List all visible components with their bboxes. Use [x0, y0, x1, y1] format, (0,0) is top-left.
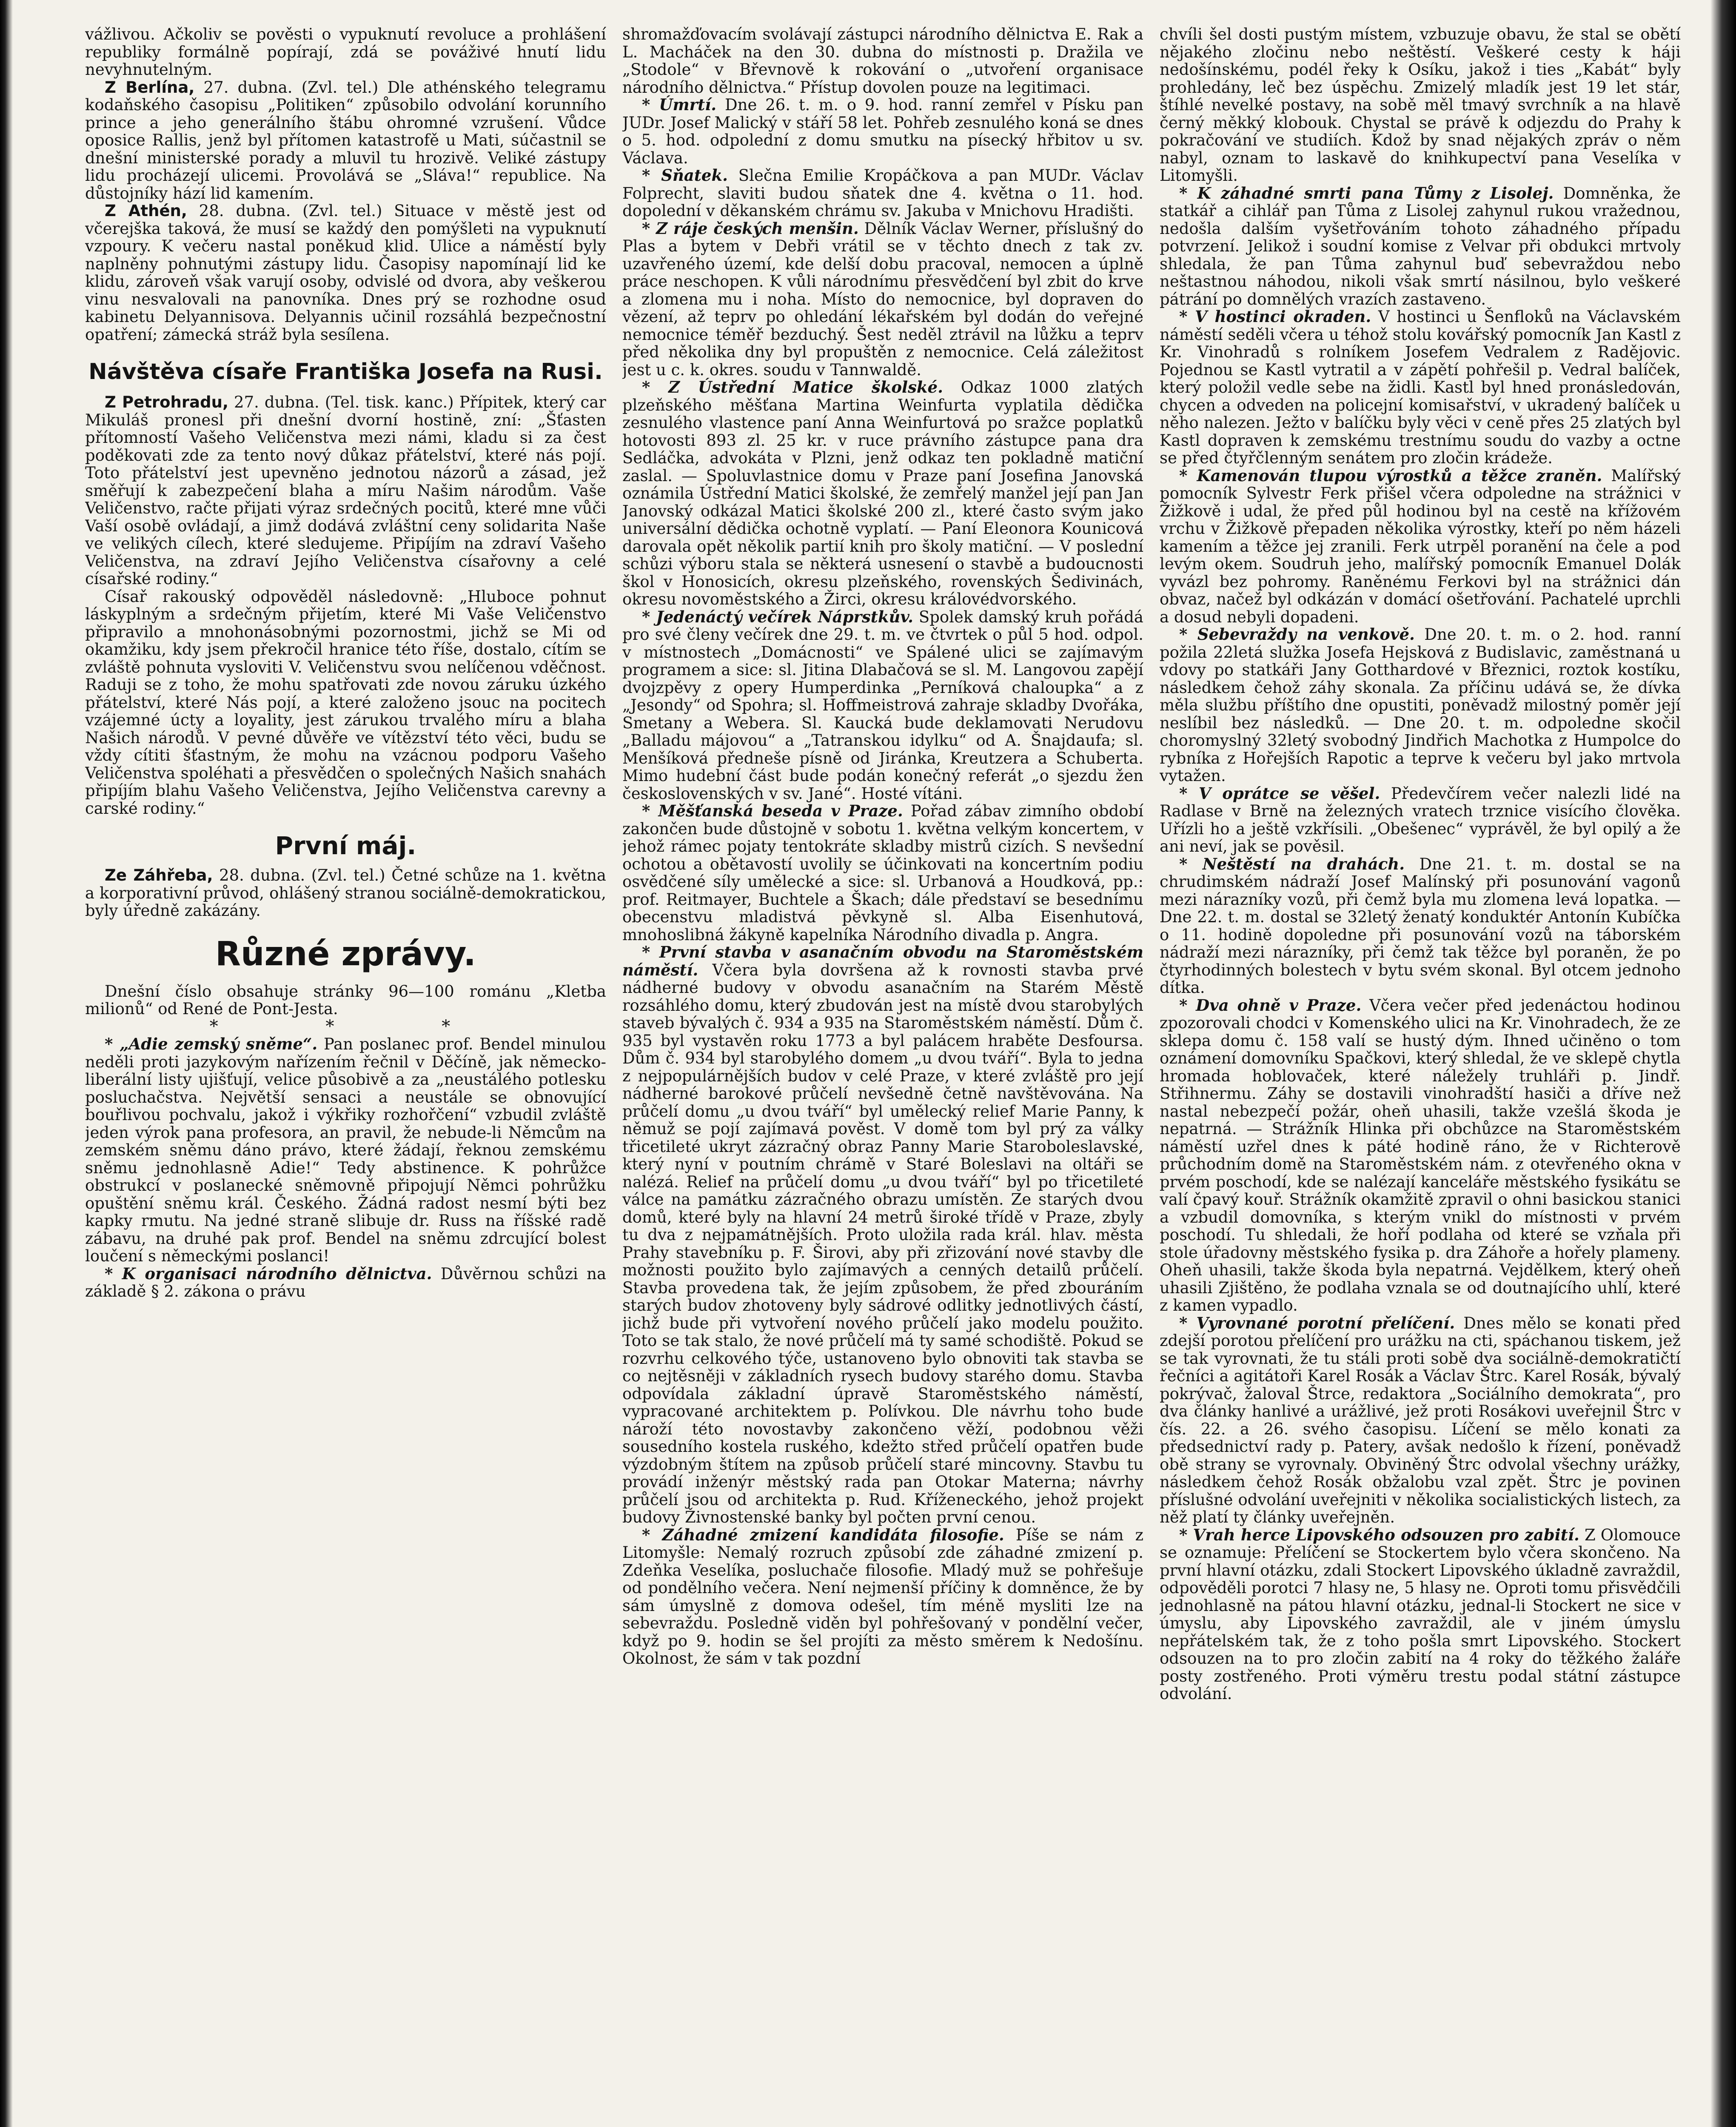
- kicker-porotni: * Vyrovnané porotní přelíčení.: [1179, 1313, 1455, 1332]
- scan-edge-left: [0, 0, 13, 2127]
- article-raje-text: Dělník Václav Werner, příslušný do Plas a bytem v Debři vrátil se v těchto dnech z tak zv. uzavřeného území, kde delší dobu pracoval, nemocen a úplně práce neschopen. K vůli národnímu přesvědčení byl zbit do krve a zlomena mu i noha. Místo do nemocnice, byl dopraven do vězení, až teprv po ohledání lékařském byl dodán do veřejné nemocnice téměř bezduchý. Šest neděl ztrávil na lůžku a teprv před několika dny byl propuštěn z nemocnice. Celá záležitost jest u c. k. okres. soudu v Tannwaldě.: [622, 219, 1143, 379]
- headline-may: První máj.: [275, 831, 416, 860]
- article-zmizeni-text: Píše se nám z Litomyšle: Nemalý rozruch způsobí zde záhadné zmizení p. Zdeňka Veselíka, posluchače filosofie. Mladý muž se pohřešuje od pondělního večera. Není nejmenší příčiny k domněnce, že by sám úmyslně z domova odešel, tím méně mysliti lze na sebevraždu. Posledně viděn byl pohřešovaný v pondělní večer, když po 9. hodin se šel projíti za město směrem k Nedošínu. Okolnost, že sám v tak pozdní: [622, 1525, 1143, 1668]
- article-stavba-text: Včera byla dovršena až k rovnosti stavba prvé nádherné budovy v obvodu asanačním na Starém Městě rozsáhlého domu, který zbudován jest na místě dvou starobylých staveb bývalých č. 934 a 935 na Staroměstském náměstí. Dům č. 935 byl vystavěn roku 1773 a byl palácem hraběte Desfoursa. Dům č. 934 byl starobylého domem „u dvou tváří“. Byla to jedna z nejpopulárnějších budov v celé Praze, v které zvláště pro její nádherné barokové průčelí nevšedně četně navštěvována. Na průčelí domu „u dvou tváří“ byl umělecký relief Marie Panny, k němuž se pojí zajímavá pověst. V domě tom byl prý za války třicetileté ukryt zázračný obraz Panny Marie Staroboleslavské, který nyní v poutním chrámě v Staré Boleslavi na oltáři se nalézá. Relief na průčelí domu „u dvou tváří“ byl po třicetileté válce na památku zázračného obrazu umístěn. Ze starých dvou domů, které byly na hlavní 24 metrů široké třídě v Praze, zbyly tu dva z nejpamátnějších. Proto uložila rada král. hlav. města Prahy stavebníku p. F. Širovi, aby při zřizování nové stavby dle možnosti použito bylo zajímavých a cenných detailů průčelí. Stavba provedena tak, že jejím způsobem, že před zbouráním starých budov zhotoveny byly sádrové odlitky jednotlivých částí, jichž bude při vytvoření nového průčelí jako modelu použito. Toto se tak stalo, že nové průčelí má ty samé schodiště. Pokud se rozvrhu celkového týče, ustanoveno bylo obnoviti tak stavba se co nejtěsněji v základních rysech budovy starého domu. Stavba odpovídala základní úpravě Staroměstského náměstí, vypracované architektem p. Polívkou. Dle návrhu toho bude nároží této novostavby zakončeno věží, podobnou věži sousedního kostela ruského, kdežto střed průčelí opatřen bude výzdobným štítem na způsob průčelí staré mincovny. Stavbu tu provádí inženýr městský rada pan Otokar Materna; návrhy průčelí jsou od architekta p. Rud. Kříženeckého, jehož projekt budovy Živnostenské banky byl počten první cenou.: [622, 961, 1143, 1526]
- kicker-snatek: * Sňatek.: [642, 166, 728, 185]
- column-1: [85, 26, 606, 2127]
- article-snatek-text: Slečna Emilie Kropáčkova a pan MUDr. Václav Folprecht, slaviti budou sňatek dne 4. května o 11. hod. dopolední v děkanském chrámu sv. Jakuba v Mnichovu Hradišti.: [622, 166, 1143, 220]
- article-beseda-text: Pořad zábav zimního období zakončen bude důstojně v sobotu 1. května velkým koncertem, v jehož rámec pojaty tentokráte skladby mistrů cizích. S nevšední ochotou a obětavostí uvolily se účinkovati na koncertním podiu osvědčené síly umělecké a sice: sl. Urbanová a Houdková, pp.: prof. Reitmayer, Buchtele a Škach; dále představí se besednímu obecenstvu mladistvá pěvkyně sl. Alba Eisenhutová, mnohoslibná žákyně kapelníka Národního divadla p. Angra.: [622, 802, 1143, 944]
- article-porotni: [1160, 1314, 1681, 1526]
- article-sebevrazdy-text: Dne 20. t. m. o 2. hod. ranní požila 22letá služka Josefa Hejsková z Budislavic, zaměstnaná u vdovy po statkáři Jany Gotthardové v Březnici, roztok kostíku, následkem čehož záhy skonala. Za příčinu udává se, že dívka měla službu příštího dne opustiti, poněvadž milostný poměr její neslíbil bez následků. — Dne 20. t. m. odpoledne skočil choromyslný 32letý svobodný Jindřich Machotka z Humpolce do rybníka z Hořejších Rapotic a teprve k večeru byl jako mrtvola vytažen.: [1160, 625, 1681, 785]
- article-reply: Císař rakouský odpověděl následovně: „Hluboce pohnut láskyplným a srdečným přijetím, které Mi Vaše Veličenstvo připravilo a mnohonásobnými pozornostmi, jichž se Mi od okamžiku, kdy jsem překročil hranice této říše, dostalo, cítím se zvláště pohnuta vysloviti V. Veličenstvu svou nelíčenou vděčnost. Raduji se z toho, že mohu spatřovati zde novou záruku úzkého přátelství, které Nás pojí, a které založeno jsouc na pocitech vzájemné úcty a loyality, jest zárukou trvalého míru a blaha Našich národů. V pevné důvěře ve vítězství této věci, budu se vždy cítiti šťastným, že mohu na vzácnou podporu Vašeho Veličenstva spoléhati a přesvědčen o společných Našich snahách připíjím blahu Vašeho Veličenstva, Jejího Veličenstva carevny a carské rodiny.“: [85, 587, 606, 818]
- kicker-oprati: * V oprátce se věšel.: [1179, 784, 1380, 803]
- dateline-petersburg: Z Petrohradu,: [105, 393, 228, 411]
- article-vrah: [1160, 1526, 1681, 1703]
- dateline-berlin: Z Berlína,: [105, 78, 195, 97]
- kicker-hostinec: * V hostinci okraden.: [1179, 307, 1371, 326]
- headline-visit: Návštěva císaře Františka Josefa na Rusi.: [88, 359, 603, 385]
- article-ohne-text: Včera večer před jedenáctou hodinou zpozorovali chodci v Komenského ulici na Kr. Vinohradech, že ze sklepa domu č. 158 valí se hustý dým. Ihned učiněno o tom oznámení domovníku Spačkovi, který shledal, že ve sklepě chytla hromada hoblovaček, které náležely truhláři p. Jindř. Střihnermu. Záhy se dostavili vinohradští hasiči a dříve než nastal nebezpečí požár, oheň uhasili, takže vzešlá škoda je nepatrná. — Strážník Hlinka při obchůzce na Staroměstském náměstí uzřel dnes k páté hodině ráno, že v Richterově průchodním domě na Staroměstském nám. z otevřeného okna v prvém poschodí, kde se nalézají kanceláře městského fysikátu se valí čpavý kouř. Strážník okamžitě zpravil o ohni basickou stanici a vzbudil domovníka, s kterým vnikl do místnosti v prvém poschodí. Tu shledali, že hoří podlaha od které se vzňala při stole úřadovny městského fysika p. dra Záhoře a hořely plameny. Oheň uhasili, takže škoda byla nepatrná. Vejdělkem, který oheň uhasili Zjištěno, že podlaha vznala se od doutnajícího uhlí, které z kamen vypadlo.: [1160, 996, 1681, 1314]
- article-vecirek-text: Spolek damský kruh pořádá pro své členy večírek dne 29. t. m. ve čtvrtek o půl 5 hod. odpol. v místnostech „Domácnosti“ ve Spálené ulici se zajímavým programem a sice: sl. Jitina Dlabačová se sl. M. Langovou zapějí dvojzpěvy z opery Humperdinka „Perníková chaloupka“ a z „Jesondy“ od Spohra; sl. Hoffmeistrová zahraje skladby Dvořáka, Smetany a Webera. Sl. Kaucká bude deklamovati Nerudovu „Balladu májovou“ a „Tatranskou idylku“ od A. Šnajdaufa; sl. Menšíková předneše písně od Jiránka, Kreutzera a Schuberta. Mimo hudební část bude podán konečný referát „o sjezdu žen československých v sv. Jané“. Hosté vítáni.: [622, 607, 1143, 803]
- headline-news: Různé zprávy.: [215, 935, 476, 973]
- article-snatek: [622, 167, 1143, 220]
- article-col3-continuation: chvíli šel dosti pustým místem, vzbuzuje obavu, že stal se obětí nějakého zločinu nebo neštěstí. Veškeré cesty k háji nedošínskému, podél řeky k Osíku, jakož i ties „Kabát“ byly prohledány, leč bez úspěchu. Zmizelý mladík jest 19 let stár, štíhlé nevelké postavy, na sobě měl tmavý svrchník a na hlavě černý měkký klobouk. Chystal se právě k odjezdu do Prahy k pokračování ve studiích. Kdož by snad nějakých zpráv o něm nabyl, oznam to laskavě do knihkupectví pana Veselíka v Litomyšli.: [1160, 26, 1681, 185]
- kicker-drahach: * Neštěstí na drahách.: [1179, 854, 1405, 873]
- article-organisation: [85, 1265, 606, 1300]
- article-matice-text: Odkaz 1000 zlatých plzeňského měšťana Martina Weinfurta vyplatila dědička zesnulého vlastence paní Anna Weinfurtová po sražce poplatků hotovosti 893 zl. 25 kr. v ruce právního zástupce pana dra Sedláčka, advokáta v Plzni, jenž odkaz ten pokladně matiční zaslal. — Spoluvlastnice domu v Praze paní Josefina Janovská oznámila Ústřední Matici školské, že zemřelý manžel její pan Jan Janovský odkázal Matici školské 200 zl., které často svým jako universální dědička ochotně vyplatí. — Paní Eleonora Kounicová darovala opět několik partií knih pro školy matiční. — V poslední schůzi výboru stala se některá usnesení o stavbě a budoucnosti škol v Honosicích, okresu plzeňského, rovenských Šedivinách, okresu novoměstského a Žirci, okresu královédvorského.: [622, 378, 1143, 608]
- article-oprati: [1160, 785, 1681, 855]
- article-umrti: [622, 96, 1143, 167]
- article-beseda: [622, 802, 1143, 944]
- article-berlin-text: 27. dubna. (Zvl. tel.) Dle athénského telegramu kodaňského časopisu „Politiken“ způsobilo odvolání korunního prince a jeho generálního štábu ohromné vzrušení. Vůdce oposice Rallis, jenž byl přítomen katastrofě u Mati, súčastnil se dnešní ministerské porady a mluvil tu hrozivě. Veliké zástupy lidu procházejí ulicemi. Provolává se „Sláva!“ republice. Na důstojníky hází lid kamením.: [85, 78, 606, 202]
- article-zmizeni: [622, 1526, 1143, 1668]
- column-grid: [85, 26, 1681, 2127]
- scan-edge-right: [1710, 0, 1736, 2127]
- article-col2-continuation: shromažďovacím svolávají zástupci národního dělnictva E. Rak a L. Macháček na den 30. dubna do místnosti p. Dražila ve „Stodole“ v Břevnově k rokování o „utvoření organisace národního dělnictva.“ Přístup dovolen pouze na legitimaci.: [622, 26, 1143, 97]
- article-porotni-text: Dnes mělo se konati před zdejší porotou přelíčení pro urážku na cti, spáchanou tiskem, jež se tak vyrovnati, že tu stáli proti sobě dva sociálně-demokratičtí řečníci a agitátoři Karel Rosák a Václav Štrc. Karel Rosák, bývalý pokrývač, žaloval Štrce, redaktora „Sociálního demokrata“, pro dva články hanlivé a urážlivé, jež proti Rosákovi uveřejnil Štrc v čís. 22. a 26. svého časopisu. Líčení se mělo konati za předsednictví rady p. Patery, avšak nedošlo k řízení, poněvadž obě strany se vyrovnaly. Obviněný Štrc odvolal všechny urážky, následkem čehož Rosák obžalobu vzal zpět. Štrc je povinen příslušné odvolání uveřejniti v několika socialistických listech, za něž platí ty články uveřejněn.: [1160, 1314, 1681, 1526]
- article-stavba: [622, 944, 1143, 1526]
- article-athens: [85, 202, 606, 343]
- novel-notice: Dnešní číslo obsahuje stránky 96—100 románu „Kletba milionů“ od René de Pont-Jesta.: [85, 982, 606, 1018]
- article-adie: [85, 1035, 606, 1265]
- kicker-matice: * Z Ústřední Matice školské.: [642, 378, 943, 396]
- article-intro: vážlivou. Ačkoliv se pověsti o vypuknutí revoluce a prohlášení republiky formálně popírají, zdá se pováživé hnutí lidu nevyhnutelným.: [85, 26, 606, 79]
- kicker-umrti: * Úmrtí.: [642, 95, 717, 114]
- article-matice: [622, 379, 1143, 608]
- article-hostinec-text: V hostinci u Šenfloků na Václavském náměstí seděli včera u téhož stolu kovářský pomocník Jan Kastl z Kr. Vinohradů s rolníkem Josefem Vedralem z Radějovic. Pojednou se Kastl vytratil a v zápětí pohřešil p. Vedral balíček, který položil vedle sebe na židli. Kastl byl hned pronásledován, chycen a odveden na policejní komisařství, v ukradený balíček u něho nalezen. Ježto v balíčku byly věci v ceně přes 25 zlatých byl Kastl dopraven k zemskému trestnímu soudu do vazby a octne se před čtyřčlenným senátem pro zločin krádeže.: [1160, 308, 1681, 467]
- article-tuma-text: Domněnka, že statkář a cihlář pan Tůma z Lisolej zahynul rukou vražednou, nedošla dalším vyšetřováním tohoto záhadného případu potvrzení. Jelikož i soudní komise z Velvar při obdukci mrtvoly shledala, že pan Tůma zahynul buď sebevraždou nebo neštastnou náhodou, nikoli však smrtí násilnou, bylo veškeré pátrání po domnělých vrazích zastaveno.: [1160, 184, 1681, 308]
- article-hostinec: [1160, 308, 1681, 467]
- article-raje: [622, 220, 1143, 379]
- article-zagreb-text: 28. dubna. (Zvl. tel.) Četné schůze na 1. května a korporativní průvod, ohlášený stranou sociálně-demokratickou, byly úředně zakázány.: [85, 866, 606, 920]
- kicker-zmizeni: * Záhadné zmizení kandidáta filosofie.: [642, 1525, 1004, 1544]
- article-drahach: [1160, 855, 1681, 997]
- article-vrah-text: Z Olomouce se oznamuje: Přelíčení se Stockertem bylo včera skončeno. Na první hlavní otázku, zdali Stockert Lipovského úkladně zavraždil, odpověděli porotci 7 hlasy ne, 5 hlasy ne. Oproti tomu přisvědčili jednohlasně na pátou hlavní otázku, jednal-li Stockert ne sice v úmyslu, aby Lipovského zavraždil, ale v jiném úmyslu nepřátelském tak, že z toho pošla smrt Lipovského. Stockert odsouzen na to pro zločin zabití na 4 roky do těžkého žaláře posty zostřeného. Proti výměru trestu podal státní zástupce odvolání.: [1160, 1525, 1681, 1703]
- dateline-zagreb: Ze Záhřeba,: [105, 866, 213, 884]
- section-stars: * * *: [209, 1016, 502, 1036]
- kicker-ohne: * Dva ohně v Praze.: [1179, 995, 1362, 1015]
- article-oprati-text: Předevčírem večer nalezli lidé na Radlase v Brně na železných vratech trznice visícího člověka. Uřízli ho a ještě vzkřísili. „Obešenec“ vyprávěl, že byl opilý a že ani neví, jak se pověsil.: [1160, 784, 1681, 855]
- column-3: [1160, 26, 1681, 2127]
- kicker-organisation: * K organisaci národního dělnictva.: [105, 1264, 432, 1283]
- kicker-adie: * „Adie zemský sněme“.: [105, 1035, 318, 1053]
- article-zagreb: [85, 867, 606, 920]
- kicker-stavba: * První stavba v asanačním obvodu na Staroměstském náměstí.: [622, 943, 1143, 979]
- kicker-vecirek: * Jedenáctý večírek Náprstkův.: [642, 607, 914, 626]
- article-organisation-text: Důvěrnou schůzi na základě § 2. zákona o právu: [85, 1264, 606, 1300]
- article-drahach-text: Dne 21. t. m. dostal se na chrudimském nádraží Josef Malínský při posunování vagonů mezi nárazníky vozů, při čemž byla mu zlomena levá lopatka. — Dne 22. t. m. dostal se 32letý ženatý konduktér Antonín Kubíčka o 11. hodině dopoledne při posunování vozů na táborském nádraží mezi nárazníky, při čemž tak těžce byl poraněn, že po čtyrhodinných bolestech v bytu svém skonal. Byl otcem jednoho dítka.: [1160, 855, 1681, 997]
- article-athens-text: 28. dubna. (Zvl. tel.) Situace v městě jest od včerejška taková, že musí se každý den pomýšleti na vypuknutí vzpoury. K večeru nastal poněkud klid. Ulice a náměstí byly naplněny pohnutými zástupy lidu. Časopisy napomínají lid ke klidu, zároveň však varují osoby, odvislé od dvora, aby veškerou vinu nesvalovali na panovníka. Dnes prý se rozhodne osud kabinetu Delyannisova. Delyannis učinil rozsáhlá bezpečnostní opatření; zámecká stráž byla sesílena.: [85, 202, 606, 344]
- article-tuma: [1160, 185, 1681, 308]
- article-berlin: [85, 79, 606, 202]
- article-kamenovan: [1160, 467, 1681, 626]
- article-petersburg: [85, 393, 606, 588]
- article-petersburg-text: 27. dubna. (Tel. tisk. kanc.) Přípitek, který car Mikuláš pronesl při dnešní dvorní hostině, zní: „Šťasten přítomností Vašeho Veličenstva mezi námi, kladu si za čest poděkovati zde za tento nový důkaz přátelství, které nás pojí. Toto přátelství jest upevněno jednotou názorů a zásad, jež směřují k zabezpečení blaha a míru Našim národům. Vaše Veličenstvo, račte přijati výraz srdečných pocitů, které mne vůči Vaší osobě ovládají, a jimž dodává zvláštní ceny solidarita Naše ve velikých cílech, které sledujeme. Připíjím na zdraví Vašeho Veličenstva, na zdraví Jejího Veličenstva císařovny a celé císařské rodiny.“: [85, 393, 606, 588]
- article-sebevrazdy: [1160, 626, 1681, 785]
- dateline-athens: Z Athén,: [105, 202, 187, 220]
- kicker-beseda: * Měšťanská beseda v Praze.: [642, 801, 903, 820]
- kicker-vrah: * Vrah herce Lipovského odsouzen pro zabití.: [1179, 1525, 1579, 1544]
- article-umrti-text: Dne 26. t. m. o 9. hod. ranní zemřel v Písku pan JUDr. Josef Malický v stáří 58 let. Pohřeb zesnulého koná se dnes o 5. hod. odpolední z domu smutku na písecký hřbitov u sv. Václava.: [622, 96, 1143, 167]
- article-kamenovan-text: Malířský pomocník Sylvestr Ferk přišel včera odpoledne na strážnici v Žižkově i udal, že před půl hodinou byl na cestě na křížovém vrchu v Žižkově přepaden několika výrostky, kteří po něm házeli kamením a těžce jej zranili. Ferk utrpěl poranění na čele a pod levým okem. Soudruh jeho, malířský pomocník Emanuel Dolák vyvázl bez pohromy. Raněnému Ferkovi byl na strážnici dán obvaz, načež byl odkázán v domácí ošetřování. Pachatelé uprchli a dosud nebyli dopadeni.: [1160, 466, 1681, 626]
- kicker-raje: * Z ráje českých menšin.: [642, 219, 859, 238]
- column-2: [622, 26, 1143, 2127]
- article-ohne: [1160, 997, 1681, 1314]
- kicker-sebevrazdy: * Sebevraždy na venkově.: [1179, 625, 1415, 644]
- article-vecirek: [622, 608, 1143, 803]
- kicker-tuma: * K záhadné smrti pana Tůmy z Lisolej.: [1179, 183, 1554, 202]
- kicker-kamenovan: * Kamenován tlupou výrostků a těžce zraněn.: [1179, 466, 1602, 485]
- article-adie-text: Pan poslanec prof. Bendel minulou neděli proti jazykovým nařízením řečnil v Děčíně, jak německo-liberální listy ujišťují, velice působivě a za „neustálého potlesku posluchačstva. Největší sensaci a neustále se obnovující bouřlivou pochvalu, jakož i výkřiky rozhořčení“ vzbudil zvláště jeden výrok pana profesora, an pravil, že nebude-li Němcům na zemském sněmu dáno právo, které žádají, řeknou zemskému sněmu jednohlasně Adie!“ Tedy abstinence. K pohrůžce obstrukcí v poslanecké sněmovně připojují Němci pohrůžku opuštění sněmu král. Českého. Žádná radost nesmí býti bez kapky rmutu. Na jedné straně slibuje dr. Russ na říšské radě zábavu, na druhé pak prof. Bendel na sněmu zdrcující bolest loučení s německými poslanci!: [85, 1035, 606, 1265]
